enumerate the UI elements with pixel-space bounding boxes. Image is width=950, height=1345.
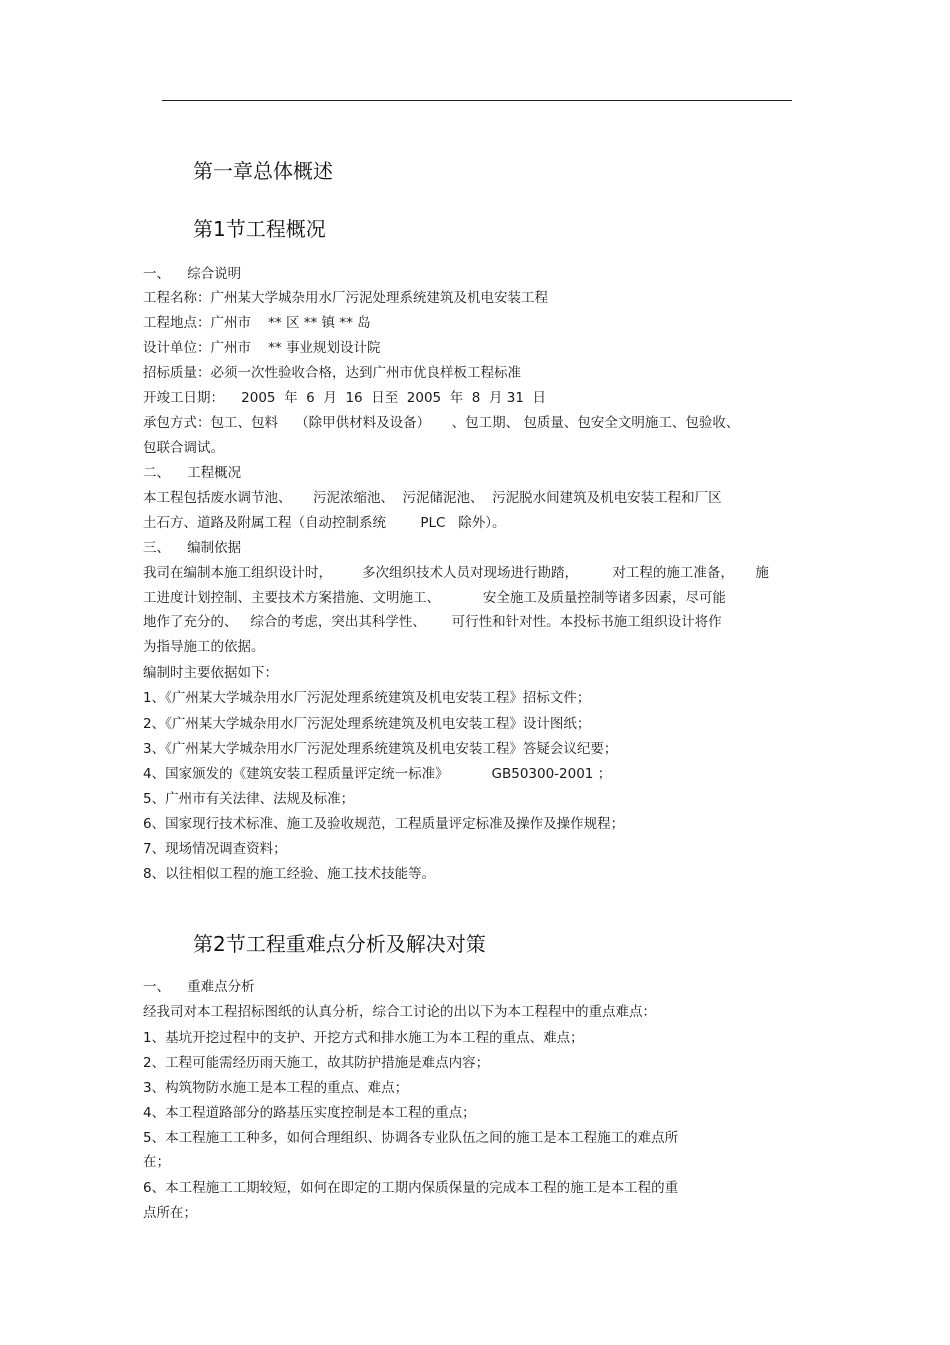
text-line: 一、 重难点分析 xyxy=(143,979,255,995)
text-line: 二、 工程概况 xyxy=(143,465,242,481)
text-line: 1、基坑开挖过程中的支护、开挖方式和排水施工为本工程的重点、难点； xyxy=(143,1030,584,1046)
text-line: 三、 编制依据 xyxy=(143,540,242,556)
text-line: 1、《广州某大学城杂用水厂污泥处理系统建筑及机电安装工程》招标文件； xyxy=(143,690,591,706)
text-line: 8、以往相似工程的施工经验、施工技术技能等。 xyxy=(143,866,436,882)
text-line: 4、本工程道路部分的路基压实度控制是本工程的重点； xyxy=(143,1105,476,1121)
text-line: 2、《广州某大学城杂用水厂污泥处理系统建筑及机电安装工程》设计图纸； xyxy=(143,716,591,732)
text-line: 本工程包括废水调节池、 污泥浓缩池、 污泥储泥池、 污泥脱水间建筑及机电安装工程和厂区 xyxy=(143,490,722,506)
text-line: 工程地点：广州市 ** 区 ** 镇 ** 岛 xyxy=(143,315,371,331)
text-line: 6、本工程施工工期较短，如何在即定的工期内保质保量的完成本工程的施工是本工程的重 xyxy=(143,1180,679,1196)
text-line: 3、构筑物防水施工是本工程的重点、难点； xyxy=(143,1080,409,1096)
text-line: 设计单位：广州市 ** 事业规划设计院 xyxy=(143,340,381,356)
text-line: 工程名称：广州某大学城杂用水厂污泥处理系统建筑及机电安装工程 xyxy=(143,290,548,306)
text-line: 承包方式：包工、包料 （除甲供材料及设备） 、包工期、 包质量、包安全文明施工、包验收、 xyxy=(143,415,740,431)
text-line: 编制时主要依据如下： xyxy=(143,665,278,681)
text-line: 地作了充分的、 综合的考虑，突出其科学性、 可行性和针对性。本投标书施工组织设计将作 xyxy=(143,614,722,630)
text-line: 点所在； xyxy=(143,1205,197,1221)
text-line: 3、《广州某大学城杂用水厂污泥处理系统建筑及机电安装工程》答疑会议纪要； xyxy=(143,741,618,757)
text-line: 在； xyxy=(143,1154,170,1170)
text-line: 开竣工日期： 2005 年 6 月 16 日至 2005 年 8 月 31 日 xyxy=(143,390,547,406)
text-line: 7、现场情况调查资料； xyxy=(143,841,287,857)
text-line: 工进度计划控制、主要技术方案措施、文明施工、 安全施工及质量控制等诸多因素，尽可能 xyxy=(143,590,726,606)
text-line: 招标质量：必须一次性验收合格，达到广州市优良样板工程标准 xyxy=(143,365,521,381)
section-1-title: 第1节工程概况 xyxy=(193,217,326,241)
text-line: 我司在编制本施工组织设计时， 多次组织技术人员对现场进行勘踏， 对工程的施工准备， 施 xyxy=(143,565,769,581)
text-line: 6、国家现行技术标准、施工及验收规范，工程质量评定标准及操作及操作规程； xyxy=(143,816,625,832)
text-line: 包联合调试。 xyxy=(143,440,224,456)
text-line: 经我司对本工程招标图纸的认真分析，综合工讨论的出以下为本工程程中的重点难点： xyxy=(143,1004,656,1020)
text-line: 2、工程可能需经历雨天施工，故其防护措施是难点内容； xyxy=(143,1055,490,1071)
header-rule xyxy=(162,100,792,101)
text-line: 5、广州市有关法律、法规及标准； xyxy=(143,791,355,807)
text-line: 土石方、道路及附属工程（自动控制系统 PLC 除外）。 xyxy=(143,515,506,531)
text-line: 为指导施工的依据。 xyxy=(143,639,265,655)
text-line: 一、 综合说明 xyxy=(143,266,242,282)
text-line: 5、本工程施工工种多，如何合理组织、协调各专业队伍之间的施工是本工程施工的难点所 xyxy=(143,1130,679,1146)
text-line: 4、国家颁发的《建筑安装工程质量评定统一标准》 GB50300-2001 ； xyxy=(143,766,612,782)
chapter-title: 第一章总体概述 xyxy=(193,159,333,183)
section-2-title: 第2节工程重难点分析及解决对策 xyxy=(193,932,486,956)
